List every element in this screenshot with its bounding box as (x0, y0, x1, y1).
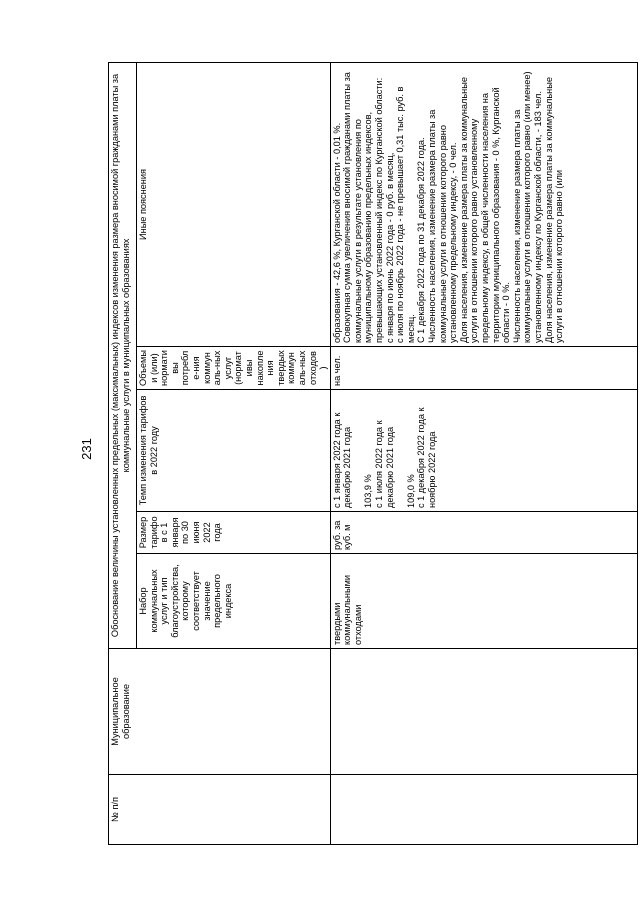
header-num: № п/п (109, 775, 331, 845)
header-group: Обоснование величины установленных предельных (максимальных) индексов изменения размера вносимой гражданами платы за коммунальные услуги в муниципальных образованиях (109, 62, 137, 648)
header-tariff-rate: Темп изменения тарифов в 2022 году (137, 390, 331, 512)
row-tariff-size: руб. за куб. м (330, 512, 637, 554)
rotated-table-container (108, 63, 638, 845)
header-volumes: Объемы и (или) нормативы потребле-ния коммуналь-ных услуг (нормативы накопления твердых коммуналь-ных отходов) (137, 347, 331, 390)
header-municipality: Муниципальное образование (109, 649, 331, 775)
row-service-set: твердыми коммунальными отходами (330, 554, 637, 649)
row-volumes: на чел. (330, 347, 637, 390)
page-number: 231 (79, 438, 94, 460)
header-service-set: Набор коммунальных услуг и тип благоустройства, которому соответствует значение предельного индекса (137, 554, 331, 649)
row-num (330, 775, 637, 845)
justification-table (108, 62, 638, 845)
header-tariff-size: Размер тарифов с 1 января по 30 июня 2022 года (137, 512, 331, 554)
row-municipality (330, 649, 637, 775)
row-tariff-rate: с 1 января 2022 года к декабрю 2021 года 103,9 % с 1 июля 2022 года к декабрю 2021 года 109,0 % с 1 декабря 2022 года к ноябрю 2022 года (330, 390, 637, 512)
row-notes: образования - 42,6 %, Курганской области - 0,01 %. Совокупная сумма увеличения вносимой гражданами платы за коммунальные услуги в результате установления по муниципальному образованию предельных индексов, превышающих установленный индекс по Курганской области: с января по июнь 2022 года - 0 руб. в месяц, с июля по ноябрь 2022 года - не превышает 0,31 тыс. руб. в месяц. С 1 декабря 2022 года по 31 декабря 2022 года. Численность населения, изменение размера платы за коммунальные услуги в отношении которого равно установленному предельному индексу, - 0 чел. Доля населения, изменение размера платы за коммунальные услуги в отношении которого равно установленному предельному индексу, в общей численности населения на территории муниципального образования - 0 %, Курганской области - 0 %. Численность населения, изменение размера платы за коммунальные услуги в отношении которого равно (или менее) установленному индексу по Курганской области, - 183 чел. Доля населения, изменение размера платы за коммунальные услуги в отношении которого равно (или (330, 62, 637, 346)
header-notes: Иные пояснения (137, 62, 331, 346)
table-row (330, 62, 637, 844)
